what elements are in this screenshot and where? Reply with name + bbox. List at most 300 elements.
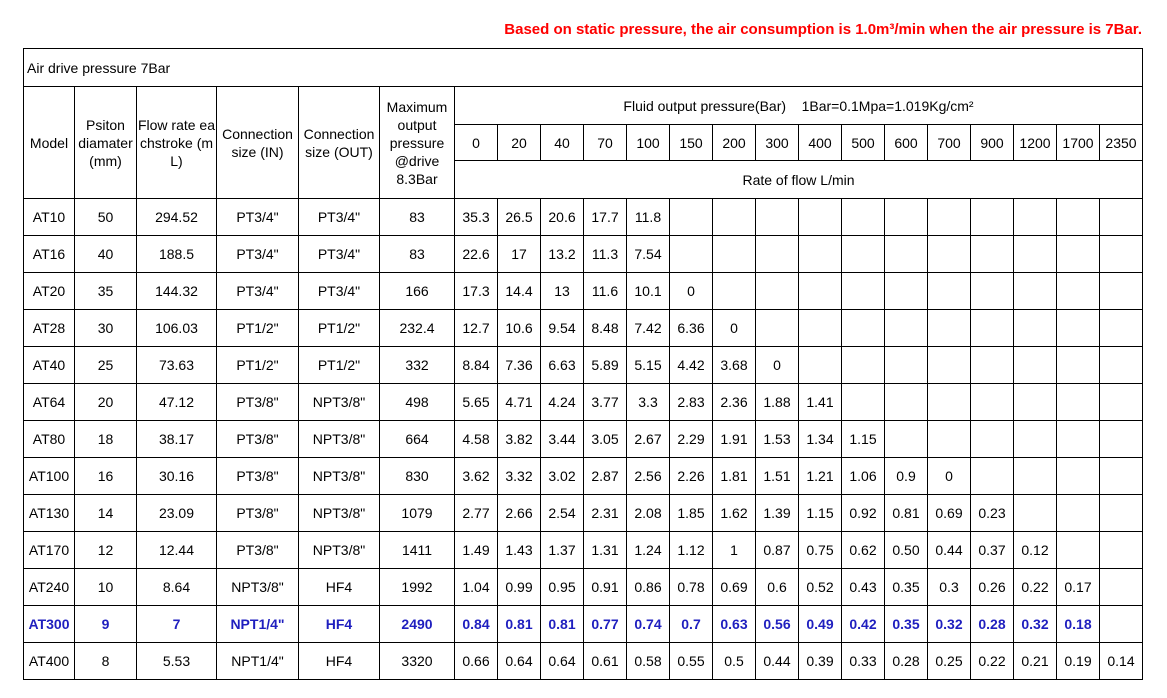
connection-in-cell: PT3/8" [217, 458, 299, 495]
flow-rate-cell: 1.85 [670, 495, 713, 532]
flow-rate-cell: 4.42 [670, 347, 713, 384]
flow-rate-cell: 0.28 [971, 606, 1014, 643]
flow-rate-cell: 3.32 [498, 458, 541, 495]
flow-rate-cell: 22.6 [455, 236, 498, 273]
connection-out-cell: PT3/4" [299, 273, 380, 310]
model-cell: AT64 [24, 384, 75, 421]
flow-cell: 188.5 [137, 236, 217, 273]
flow-rate-cell: 1.62 [713, 495, 756, 532]
connection-in-cell: NPT1/4" [217, 643, 299, 680]
flow-rate-cell: 5.89 [584, 347, 627, 384]
pressure-header-cell: 2350 [1100, 125, 1143, 161]
flow-rate-cell: 2.67 [627, 421, 670, 458]
piston-cell: 14 [75, 495, 137, 532]
connection-out-cell: HF4 [299, 643, 380, 680]
pressure-header-cell: 500 [842, 125, 885, 161]
flow-rate-cell [928, 273, 971, 310]
connection-in-cell: PT3/8" [217, 495, 299, 532]
flow-rate-cell [799, 347, 842, 384]
flow-rate-cell [1057, 273, 1100, 310]
flow-rate-cell: 5.15 [627, 347, 670, 384]
flow-rate-cell: 0.32 [1014, 606, 1057, 643]
flow-cell: 12.44 [137, 532, 217, 569]
piston-cell: 50 [75, 199, 137, 236]
flow-rate-cell [799, 273, 842, 310]
connection-out-cell: NPT3/8" [299, 495, 380, 532]
flow-cell: 47.12 [137, 384, 217, 421]
pressure-header-cell: 100 [627, 125, 670, 161]
piston-cell: 18 [75, 421, 137, 458]
flow-cell: 73.63 [137, 347, 217, 384]
piston-cell: 30 [75, 310, 137, 347]
pressure-header-cell: 1200 [1014, 125, 1057, 161]
flow-rate-cell [971, 310, 1014, 347]
pressure-header-cell: 400 [799, 125, 842, 161]
flow-rate-cell [1100, 384, 1143, 421]
flow-rate-cell [1100, 532, 1143, 569]
flow-rate-cell: 0.62 [842, 532, 885, 569]
flow-rate-cell: 4.71 [498, 384, 541, 421]
table-row [24, 606, 1143, 643]
flow-rate-cell: 0.18 [1057, 606, 1100, 643]
flow-rate-cell: 1.21 [799, 458, 842, 495]
flow-rate-cell: 0.49 [799, 606, 842, 643]
flow-rate-cell: 0.77 [584, 606, 627, 643]
flow-rate-cell [885, 384, 928, 421]
flow-rate-cell: 0.50 [885, 532, 928, 569]
flow-rate-cell [1057, 421, 1100, 458]
flow-rate-cell: 0.3 [928, 569, 971, 606]
table-row [24, 421, 1143, 458]
flow-rate-cell: 0.74 [627, 606, 670, 643]
model-cell: AT130 [24, 495, 75, 532]
flow-rate-cell [670, 236, 713, 273]
flow-rate-cell: 1.04 [455, 569, 498, 606]
table-row [24, 310, 1143, 347]
flow-rate-cell: 0.25 [928, 643, 971, 680]
connection-in-cell: PT3/8" [217, 384, 299, 421]
table-row [24, 458, 1143, 495]
flow-rate-cell [1014, 199, 1057, 236]
flow-rate-cell [971, 347, 1014, 384]
flow-rate-cell: 14.4 [498, 273, 541, 310]
table-row [24, 347, 1143, 384]
flow-rate-cell [971, 273, 1014, 310]
flow-rate-cell [928, 347, 971, 384]
flow-rate-cell: 0.84 [455, 606, 498, 643]
flow-rate-cell [971, 458, 1014, 495]
flow-rate-cell: 7.36 [498, 347, 541, 384]
flow-rate-cell: 0.39 [799, 643, 842, 680]
flow-rate-cell: 0.37 [971, 532, 1014, 569]
flow-rate-cell [1100, 310, 1143, 347]
flow-rate-cell [1057, 347, 1100, 384]
flow-rate-cell: 0.56 [756, 606, 799, 643]
flow-rate-cell: 0.43 [842, 569, 885, 606]
flow-rate-cell: 0.87 [756, 532, 799, 569]
flow-rate-cell: 11.3 [584, 236, 627, 273]
piston-cell: 10 [75, 569, 137, 606]
flow-rate-cell: 1 [713, 532, 756, 569]
flow-rate-cell: 0.95 [541, 569, 584, 606]
flow-rate-cell [756, 310, 799, 347]
table-title: Air drive pressure 7Bar [24, 49, 1143, 87]
max-pressure-cell: 1992 [380, 569, 455, 606]
model-cell: AT170 [24, 532, 75, 569]
flow-rate-cell: 13 [541, 273, 584, 310]
flow-rate-cell [1100, 606, 1143, 643]
flow-rate-cell: 0.6 [756, 569, 799, 606]
max-pressure-cell: 830 [380, 458, 455, 495]
flow-rate-cell: 7.42 [627, 310, 670, 347]
flow-rate-cell: 12.7 [455, 310, 498, 347]
connection-in-cell: PT3/4" [217, 236, 299, 273]
flow-rate-cell: 0.42 [842, 606, 885, 643]
flow-rate-cell: 11.8 [627, 199, 670, 236]
flow-rate-cell: 3.62 [455, 458, 498, 495]
flow-rate-cell: 0.33 [842, 643, 885, 680]
flow-rate-cell [799, 236, 842, 273]
flow-rate-cell [1100, 458, 1143, 495]
flow-rate-cell: 17 [498, 236, 541, 273]
piston-cell: 9 [75, 606, 137, 643]
flow-rate-cell: 1.91 [713, 421, 756, 458]
connection-out-cell: NPT3/8" [299, 421, 380, 458]
flow-rate-cell [1014, 310, 1057, 347]
flow-rate-cell: 1.43 [498, 532, 541, 569]
connection-in-cell: PT3/4" [217, 199, 299, 236]
piston-cell: 40 [75, 236, 137, 273]
flow-rate-cell: 0.12 [1014, 532, 1057, 569]
flow-cell: 23.09 [137, 495, 217, 532]
max-pressure-cell: 498 [380, 384, 455, 421]
flow-rate-cell: 1.53 [756, 421, 799, 458]
flow-rate-cell [1014, 347, 1057, 384]
flow-rate-cell: 2.66 [498, 495, 541, 532]
connection-in-cell: PT3/8" [217, 421, 299, 458]
header-connection-out: Connection size (OUT) [299, 87, 380, 199]
flow-rate-cell: 0.69 [928, 495, 971, 532]
flow-rate-cell [1100, 421, 1143, 458]
flow-rate-cell: 11.6 [584, 273, 627, 310]
flow-rate-cell: 10.1 [627, 273, 670, 310]
connection-out-cell: PT1/2" [299, 310, 380, 347]
flow-rate-cell: 4.24 [541, 384, 584, 421]
flow-rate-cell [885, 199, 928, 236]
table-row [24, 569, 1143, 606]
connection-in-cell: PT3/8" [217, 532, 299, 569]
flow-rate-cell [842, 273, 885, 310]
table-row [24, 236, 1143, 273]
pressure-header-cell: 70 [584, 125, 627, 161]
model-cell: AT240 [24, 569, 75, 606]
flow-rate-cell: 0.9 [885, 458, 928, 495]
flow-rate-cell: 0.81 [498, 606, 541, 643]
flow-rate-cell: 0.52 [799, 569, 842, 606]
flow-rate-cell: 1.31 [584, 532, 627, 569]
flow-rate-cell: 0.63 [713, 606, 756, 643]
flow-rate-cell [928, 384, 971, 421]
flow-rate-cell: 0.91 [584, 569, 627, 606]
max-pressure-cell: 1411 [380, 532, 455, 569]
flow-rate-cell [971, 421, 1014, 458]
flow-rate-cell [1057, 384, 1100, 421]
max-pressure-cell: 3320 [380, 643, 455, 680]
flow-rate-cell: 3.02 [541, 458, 584, 495]
flow-rate-cell: 8.48 [584, 310, 627, 347]
connection-out-cell: NPT3/8" [299, 384, 380, 421]
flow-rate-cell: 0.23 [971, 495, 1014, 532]
flow-rate-cell [713, 273, 756, 310]
flow-cell: 5.53 [137, 643, 217, 680]
flow-rate-cell: 3.82 [498, 421, 541, 458]
piston-cell: 16 [75, 458, 137, 495]
connection-in-cell: NPT1/4" [217, 606, 299, 643]
flow-rate-cell: 3.77 [584, 384, 627, 421]
flow-rate-cell: 2.29 [670, 421, 713, 458]
flow-rate-cell [1100, 273, 1143, 310]
model-cell: AT16 [24, 236, 75, 273]
flow-rate-cell [928, 236, 971, 273]
max-pressure-cell: 332 [380, 347, 455, 384]
flow-cell: 7 [137, 606, 217, 643]
flow-rate-cell: 3.05 [584, 421, 627, 458]
flow-rate-cell: 10.6 [498, 310, 541, 347]
table-row [24, 532, 1143, 569]
flow-rate-cell [713, 199, 756, 236]
flow-rate-cell: 17.7 [584, 199, 627, 236]
flow-rate-cell: 0.26 [971, 569, 1014, 606]
flow-rate-cell [1100, 199, 1143, 236]
model-cell: AT20 [24, 273, 75, 310]
connection-out-cell: HF4 [299, 569, 380, 606]
flow-rate-cell: 0 [756, 347, 799, 384]
flow-rate-cell [756, 273, 799, 310]
flow-rate-cell: 1.49 [455, 532, 498, 569]
flow-rate-cell: 3.68 [713, 347, 756, 384]
flow-cell: 38.17 [137, 421, 217, 458]
flow-rate-cell: 8.84 [455, 347, 498, 384]
max-pressure-cell: 83 [380, 236, 455, 273]
model-cell: AT10 [24, 199, 75, 236]
flow-rate-cell [1014, 384, 1057, 421]
piston-cell: 25 [75, 347, 137, 384]
flow-rate-cell: 2.54 [541, 495, 584, 532]
piston-cell: 35 [75, 273, 137, 310]
flow-rate-cell [1014, 458, 1057, 495]
flow-rate-cell [842, 384, 885, 421]
connection-in-cell: PT1/2" [217, 347, 299, 384]
flow-rate-cell: 1.24 [627, 532, 670, 569]
table-row [24, 384, 1143, 421]
flow-rate-cell: 0.64 [541, 643, 584, 680]
header-fluid-output-pressure: Fluid output pressure(Bar) 1Bar=0.1Mpa=1.019Kg/cm² [455, 87, 1143, 125]
flow-rate-cell [670, 199, 713, 236]
connection-out-cell: PT3/4" [299, 236, 380, 273]
flow-rate-cell: 0.35 [885, 569, 928, 606]
pressure-header-cell: 150 [670, 125, 713, 161]
flow-rate-cell [842, 236, 885, 273]
flow-rate-cell: 0.55 [670, 643, 713, 680]
flow-rate-cell [1057, 310, 1100, 347]
flow-rate-cell: 2.77 [455, 495, 498, 532]
flow-rate-cell: 1.41 [799, 384, 842, 421]
flow-rate-cell: 1.12 [670, 532, 713, 569]
flow-rate-cell [928, 310, 971, 347]
flow-rate-cell [885, 236, 928, 273]
flow-rate-cell: 6.63 [541, 347, 584, 384]
flow-cell: 30.16 [137, 458, 217, 495]
flow-rate-cell: 0.78 [670, 569, 713, 606]
flow-rate-cell [1014, 421, 1057, 458]
pressure-header-cell: 900 [971, 125, 1014, 161]
flow-rate-cell: 17.3 [455, 273, 498, 310]
flow-rate-cell [1100, 236, 1143, 273]
flow-rate-cell: 0.81 [541, 606, 584, 643]
flow-rate-cell [885, 310, 928, 347]
model-cell: AT300 [24, 606, 75, 643]
flow-rate-cell [928, 199, 971, 236]
header-model: Model [24, 87, 75, 199]
flow-rate-cell: 35.3 [455, 199, 498, 236]
flow-rate-cell: 0.17 [1057, 569, 1100, 606]
flow-rate-cell [842, 310, 885, 347]
flow-rate-cell: 0.86 [627, 569, 670, 606]
flow-rate-cell [885, 347, 928, 384]
flow-rate-cell [885, 273, 928, 310]
flow-rate-cell: 1.51 [756, 458, 799, 495]
flow-rate-cell: 0.44 [928, 532, 971, 569]
pump-spec-table [23, 48, 1143, 680]
flow-rate-cell: 1.06 [842, 458, 885, 495]
header-max-output-pressure: Maximum output pressure @drive 8.3Bar [380, 87, 455, 199]
flow-rate-cell [1057, 458, 1100, 495]
table-row [24, 273, 1143, 310]
connection-in-cell: NPT3/8" [217, 569, 299, 606]
flow-rate-cell: 0.28 [885, 643, 928, 680]
flow-rate-cell: 1.81 [713, 458, 756, 495]
flow-cell: 8.64 [137, 569, 217, 606]
flow-rate-cell: 2.08 [627, 495, 670, 532]
flow-rate-cell [1057, 495, 1100, 532]
flow-rate-cell: 4.58 [455, 421, 498, 458]
header-rate-of-flow: Rate of flow L/min [455, 161, 1143, 199]
model-cell: AT40 [24, 347, 75, 384]
flow-rate-cell: 1.88 [756, 384, 799, 421]
table-row [24, 495, 1143, 532]
model-cell: AT28 [24, 310, 75, 347]
flow-rate-cell [713, 236, 756, 273]
pressure-header-cell: 20 [498, 125, 541, 161]
flow-cell: 294.52 [137, 199, 217, 236]
flow-rate-cell [756, 199, 799, 236]
flow-rate-cell: 0.14 [1100, 643, 1143, 680]
flow-rate-cell: 6.36 [670, 310, 713, 347]
flow-rate-cell [799, 199, 842, 236]
flow-rate-cell: 0 [928, 458, 971, 495]
flow-rate-cell [971, 236, 1014, 273]
flow-rate-cell [928, 421, 971, 458]
flow-rate-cell: 20.6 [541, 199, 584, 236]
pressure-header-cell: 300 [756, 125, 799, 161]
flow-rate-cell: 0.61 [584, 643, 627, 680]
connection-in-cell: PT3/4" [217, 273, 299, 310]
flow-rate-cell [1014, 236, 1057, 273]
flow-rate-cell: 9.54 [541, 310, 584, 347]
table-body [24, 199, 1143, 680]
flow-rate-cell: 1.15 [799, 495, 842, 532]
header-connection-in: Connection size (IN) [217, 87, 299, 199]
header-flow-rate: Flow rate eachstroke (mL) [137, 87, 217, 199]
table-row [24, 199, 1143, 236]
flow-rate-cell: 0.21 [1014, 643, 1057, 680]
piston-cell: 8 [75, 643, 137, 680]
connection-out-cell: HF4 [299, 606, 380, 643]
flow-rate-cell [1100, 495, 1143, 532]
flow-rate-cell [1014, 495, 1057, 532]
flow-cell: 106.03 [137, 310, 217, 347]
flow-rate-cell: 0.44 [756, 643, 799, 680]
flow-rate-cell: 0.22 [971, 643, 1014, 680]
flow-rate-cell [1100, 569, 1143, 606]
flow-rate-cell: 0.81 [885, 495, 928, 532]
flow-rate-cell: 3.44 [541, 421, 584, 458]
max-pressure-cell: 664 [380, 421, 455, 458]
flow-rate-cell: 1.34 [799, 421, 842, 458]
model-cell: AT100 [24, 458, 75, 495]
connection-out-cell: PT1/2" [299, 347, 380, 384]
flow-rate-cell: 2.26 [670, 458, 713, 495]
flow-rate-cell: 1.37 [541, 532, 584, 569]
flow-rate-cell: 0 [670, 273, 713, 310]
flow-rate-cell: 0.5 [713, 643, 756, 680]
flow-rate-cell [842, 199, 885, 236]
flow-rate-cell: 0.66 [455, 643, 498, 680]
flow-rate-cell: 0.69 [713, 569, 756, 606]
flow-rate-cell: 0.64 [498, 643, 541, 680]
flow-rate-cell: 0.35 [885, 606, 928, 643]
flow-rate-cell: 0.22 [1014, 569, 1057, 606]
model-cell: AT400 [24, 643, 75, 680]
model-cell: AT80 [24, 421, 75, 458]
flow-rate-cell: 2.56 [627, 458, 670, 495]
flow-rate-cell: 1.15 [842, 421, 885, 458]
flow-rate-cell [1100, 347, 1143, 384]
flow-rate-cell: 0.58 [627, 643, 670, 680]
flow-rate-cell [799, 310, 842, 347]
air-consumption-note: Based on static pressure, the air consumption is 1.0m³/min when the air pressure is 7Bar. [504, 21, 1142, 38]
piston-cell: 20 [75, 384, 137, 421]
flow-rate-cell [971, 384, 1014, 421]
flow-rate-cell: 0.32 [928, 606, 971, 643]
flow-rate-cell: 2.87 [584, 458, 627, 495]
flow-rate-cell: 26.5 [498, 199, 541, 236]
flow-rate-cell [1057, 199, 1100, 236]
flow-rate-cell: 2.36 [713, 384, 756, 421]
flow-rate-cell: 2.31 [584, 495, 627, 532]
flow-rate-cell [971, 199, 1014, 236]
max-pressure-cell: 1079 [380, 495, 455, 532]
pressure-header-cell: 600 [885, 125, 928, 161]
flow-rate-cell [1057, 532, 1100, 569]
max-pressure-cell: 2490 [380, 606, 455, 643]
flow-rate-cell: 0.75 [799, 532, 842, 569]
connection-out-cell: NPT3/8" [299, 458, 380, 495]
max-pressure-cell: 232.4 [380, 310, 455, 347]
flow-rate-cell: 1.39 [756, 495, 799, 532]
flow-rate-cell [1014, 273, 1057, 310]
flow-rate-cell [842, 347, 885, 384]
